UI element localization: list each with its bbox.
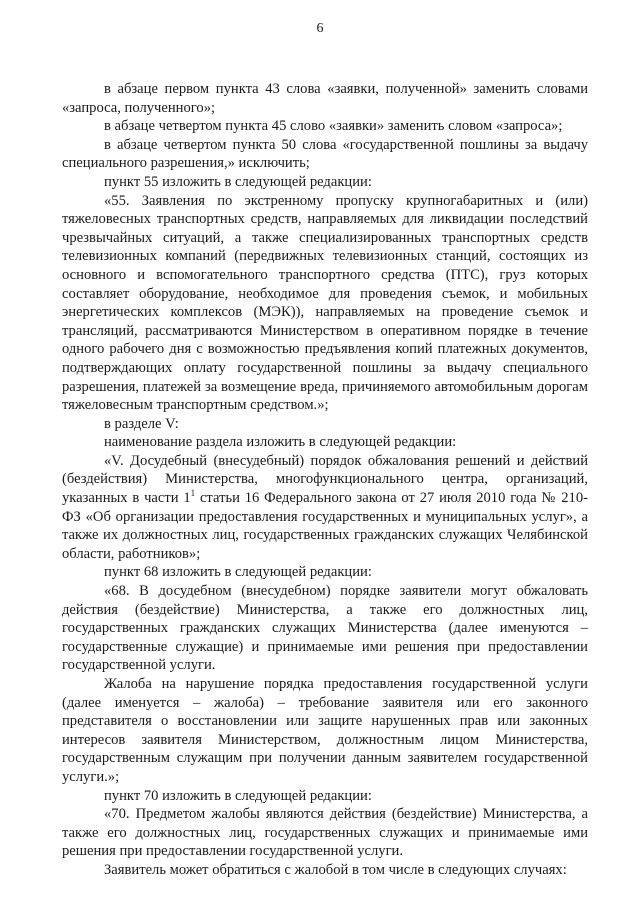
- paragraph: Заявитель может обратиться с жалобой в том числе в следующих случаях:: [104, 861, 567, 878]
- paragraph: в абзаце первом пункта 43 слова «заявки, полученной» заменить словами «запроса, полученного»;: [62, 81, 588, 116]
- paragraph: наименование раздела изложить в следующей редакции:: [104, 434, 457, 451]
- paragraph: пункт 68 изложить в следующей редакции:: [104, 564, 372, 581]
- paragraph: в разделе V:: [104, 415, 179, 432]
- paragraph: пункт 55 изложить в следующей редакции:: [104, 173, 372, 190]
- paragraph: пункт 70 изложить в следующей редакции:: [104, 787, 372, 804]
- section-v-title-part1: «V. Досудебный (внесудебный) порядок обжалования решений и действий (бездействия) Министерства, многофункционального центра, организаций, указанных в части 1: [62, 452, 588, 507]
- superscript: 1: [190, 488, 196, 499]
- document-body: [62, 80, 588, 880]
- section-v-title: [62, 452, 588, 564]
- paragraph: «70. Предметом жалобы являются действия (бездействие) Министерства, а также его должностных лиц, государственных служащих и принимаемые ими решения при предоставлении государственной услуги.: [62, 806, 588, 860]
- paragraph: «68. В досудебном (внесудебном) порядке заявители могут обжаловать действия (бездействие) Министерства, а также его должностных лиц, государственных гражданских служащих Министерства (далее именуются – государственные служащие) и принимаемые ими решения при предоставлении государственной услуги.: [62, 583, 588, 674]
- paragraph: «55. Заявления по экстренному пропуску крупногабаритных и (или) тяжеловесных транспортных средств, направляемых для ликвидации последствий чрезвычайных ситуаций, а также специализированных транспортных средств телевизионных компаний (передвижных телевизионных станций, состоящих из основного и вспомогательного транспортного средства (ПТС), груз которых составляет оборудование, необходимое для проведения съемок, и мобильных энергетических комплексов (МЭК)), направляемых на проведение съемок и трансляций, рассматриваются Министерством в оперативном порядке в течение одного рабочего дня с возможностью предъявления копий платежных документов, подтверждающих оплату государственной пошлины за выдачу специального разрешения, платежей за возмещение вреда, причиняемого автомобильным дорогам тяжеловесным транспортным средством.»;: [62, 192, 588, 414]
- paragraph: в абзаце четвертом пункта 45 слово «заявки» заменить словом «запроса»;: [104, 118, 563, 135]
- section-v-title-part2: статьи 16 Федерального закона от 27 июля 2010 года № 210-ФЗ «Об организации предоставления государственных и муниципальных услуг», а также их должностных лиц, государственных гражданских служащих Челябинской области, работников»;: [62, 490, 588, 562]
- paragraph: Жалоба на нарушение порядка предоставления государственной услуги (далее именуется – жалоба) – требование заявителя или его законного представителя о восстановлении или защите нарушенных прав или законных интересов заявителя Министерством, должностным лицом Министерства, государственным служащим при получении данным заявителем государственной услуги.»;: [62, 676, 588, 785]
- paragraph: в абзаце четвертом пункта 50 слова «государственной пошлины за выдачу специального разрешения,» исключить;: [62, 136, 588, 172]
- page-number: 6: [316, 21, 324, 36]
